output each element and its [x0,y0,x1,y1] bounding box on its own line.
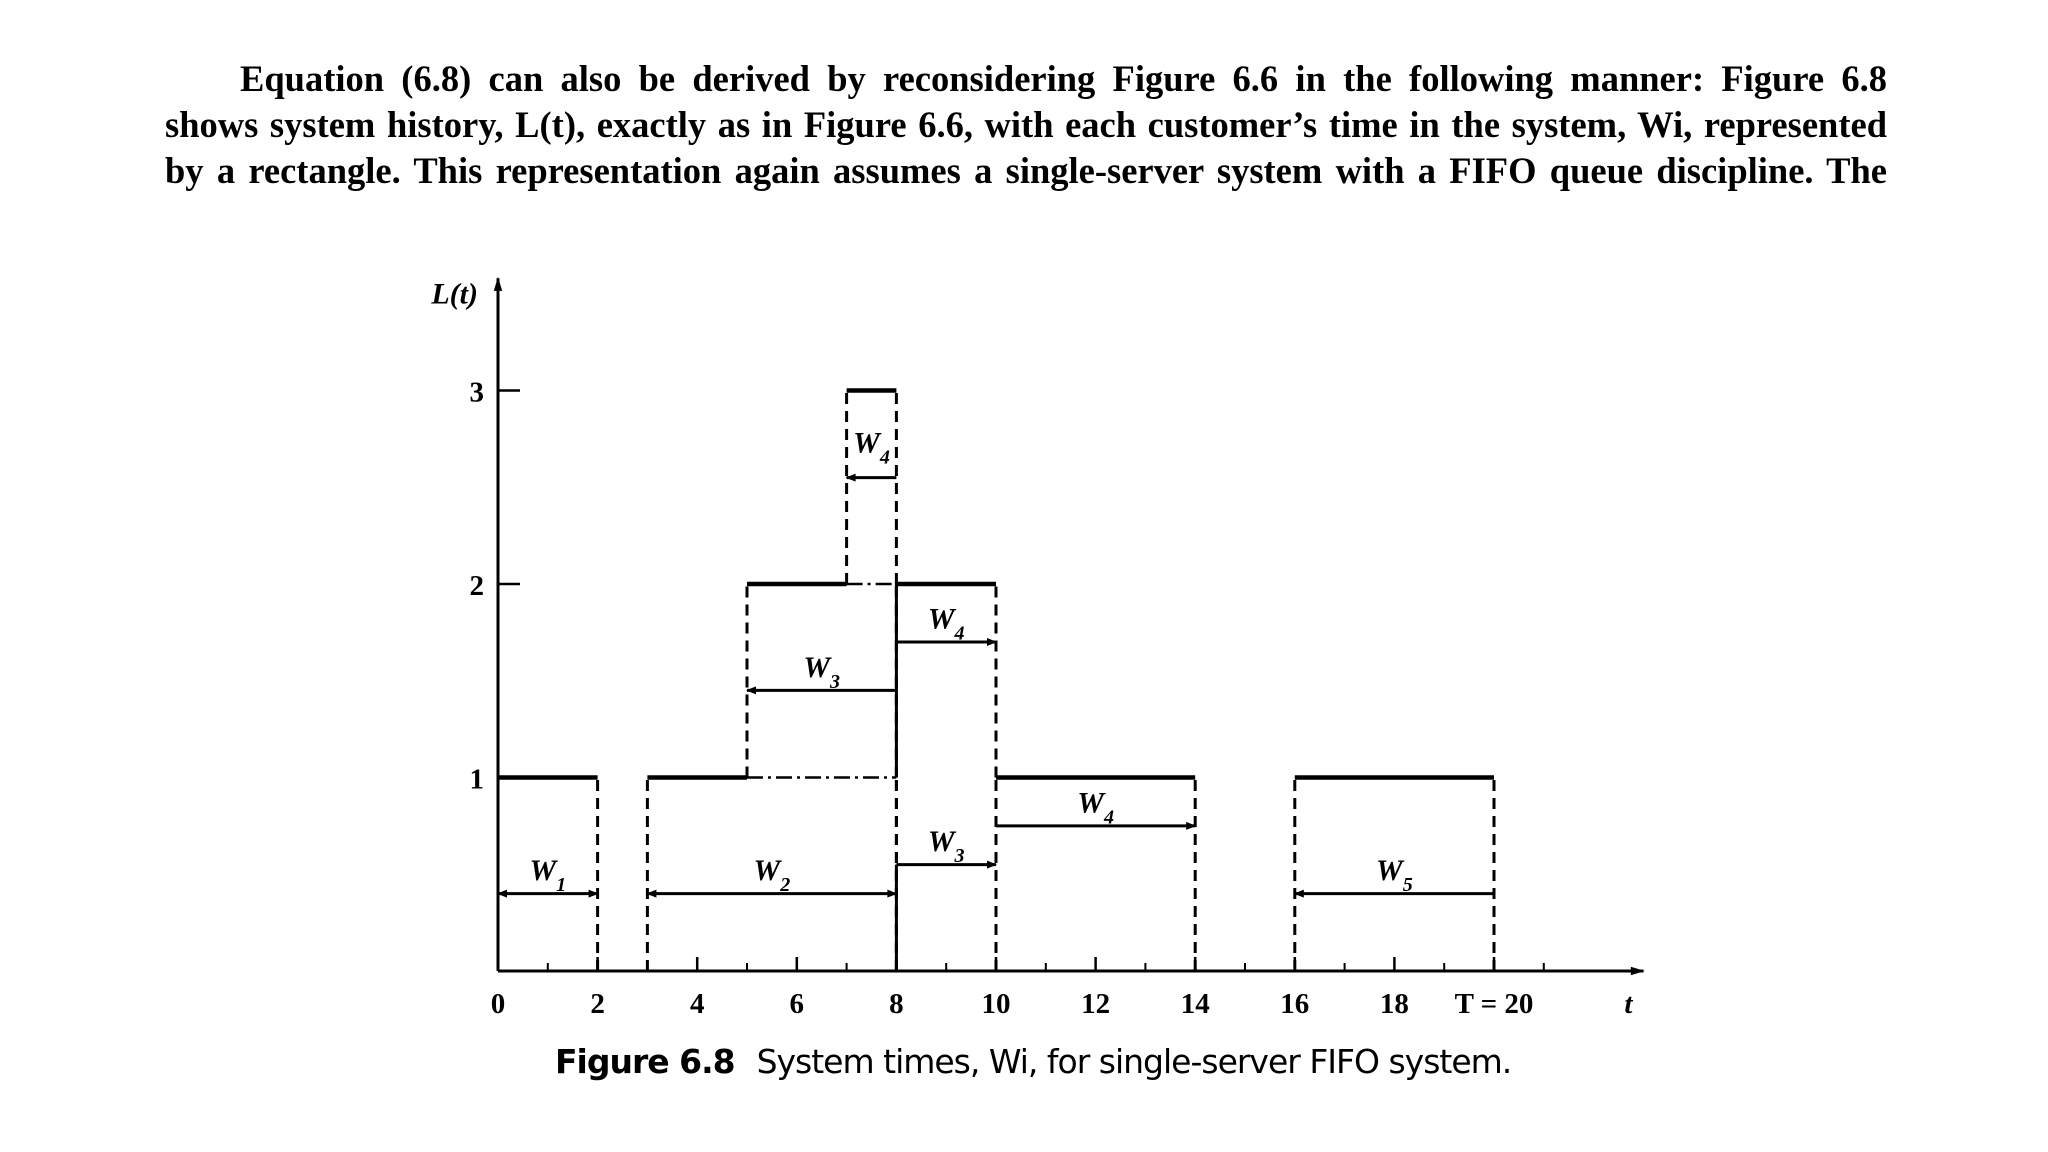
system-time-label-W1: $W_1$ [529,854,567,897]
system-time-label-W4: $W_4$ [853,426,890,469]
x-tick-label: 12 [1081,988,1111,1020]
x-axis-title: t [1624,988,1633,1020]
x-tick-label: 2 [590,988,605,1020]
x-tick-label: 18 [1379,988,1409,1020]
paragraph-line-1: Equation (6.8) can also be derived by reconsidering Figure 6.6 in the following manner: Figure 6.8 [240,58,1887,99]
system-time-label-W2: $W_2$ [753,854,791,897]
system-time-label-W4: $W_4$ [1077,786,1114,829]
x-tick-label: 16 [1280,988,1310,1020]
system-time-label-W4: $W_4$ [927,602,965,645]
system-time-label-W5: $W_5$ [1376,854,1413,897]
x-tick-label: 4 [689,988,705,1020]
system-time-label-W3: $W_3$ [803,650,841,693]
x-tick-label: 8 [889,988,904,1020]
x-tick-label: 0 [490,988,506,1020]
figure-label: Figure 6.8 [555,1042,735,1081]
x-tick-label: 10 [981,988,1011,1020]
paragraph-line-3: by a rectangle. This representation again assumes a single-server system with a FIFO queue discipline. The [165,150,1887,191]
x-tick-label: 6 [789,988,805,1020]
system-time-label-W3: $W_3$ [927,825,965,868]
figure-caption-text: System times, Wi, for single-server FIFO system. [756,1042,1512,1081]
y-tick-label: 2 [469,570,484,602]
x-tick-label: 14 [1180,988,1210,1020]
x-tick-label: T = 20 [1454,988,1534,1020]
y-tick-label: 3 [469,376,484,409]
y-axis-title: L(t) [431,277,478,311]
figure-caption [555,1042,1511,1081]
y-tick-label: 1 [469,763,484,796]
paragraph-line-2: shows system history, L(t), exactly as in Figure 6.6, with each customer’s time in the system, Wi, represented [165,104,1887,145]
